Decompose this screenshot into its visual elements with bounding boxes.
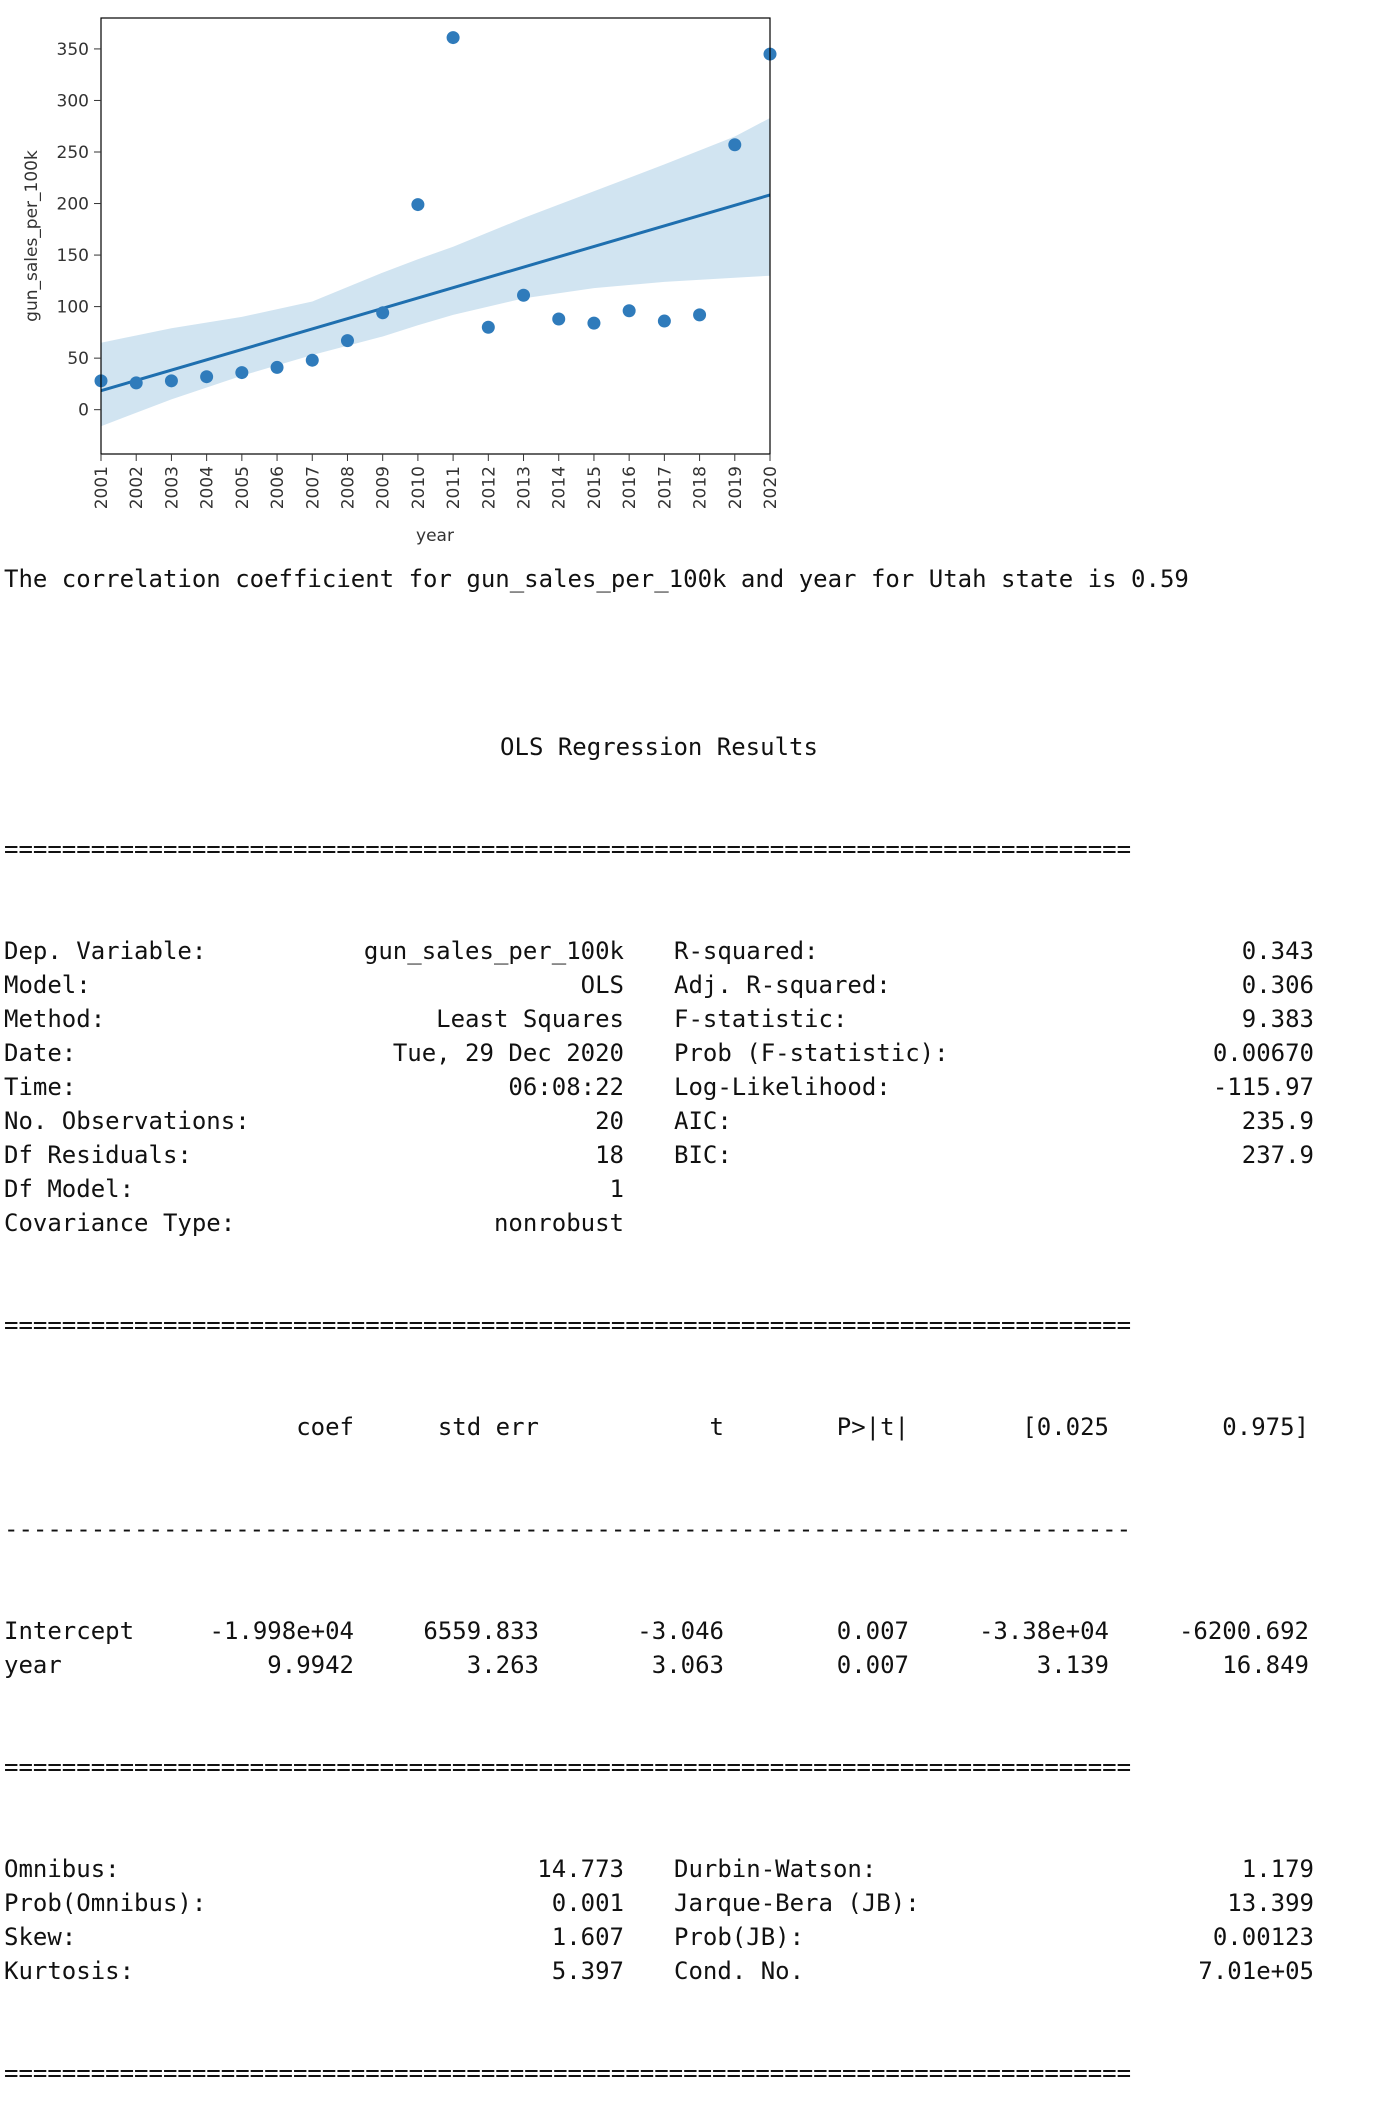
diagnostic-row-cell: Prob(JB): xyxy=(674,1923,805,1951)
model-info-row xyxy=(4,1206,1314,1240)
diagnostic-row-cell: 14.773 xyxy=(537,1855,624,1883)
data-point xyxy=(200,370,213,383)
model-info-row-cell xyxy=(674,1172,1064,1206)
regression-line xyxy=(101,195,770,391)
double-rule: ============================================================================== xyxy=(4,2059,1132,2087)
correlation-text: The correlation coefficient for gun_sales_per_100k and year for Utah state is 0.59 xyxy=(4,565,1189,593)
coef-row-cell: 0.007 xyxy=(836,1651,909,1679)
model-info-row-cell: Method: xyxy=(4,1005,106,1033)
model-info-row-cell xyxy=(1064,1172,1314,1206)
model-info-row-cell: 0.00670 xyxy=(1212,1039,1314,1067)
coef-header-row-cell xyxy=(4,1410,154,1444)
model-info-row-cell: OLS xyxy=(580,971,624,999)
model-info-row-cell xyxy=(624,934,674,968)
diagnostic-row-cell xyxy=(624,1954,674,1988)
model-info-row xyxy=(4,1002,1314,1036)
y-tick-label: 150 xyxy=(56,246,89,267)
data-point xyxy=(728,138,741,151)
model-info-row-cell xyxy=(624,1206,674,1240)
diagnostic-row-cell xyxy=(624,1886,674,1920)
coef-row-cell: 6559.833 xyxy=(423,1617,539,1645)
data-point xyxy=(376,306,389,319)
model-info-row-cell: Time: xyxy=(4,1073,77,1101)
y-tick-label: 100 xyxy=(56,297,89,318)
x-tick-label: 2004 xyxy=(197,466,218,510)
y-tick-label: 200 xyxy=(56,194,89,215)
model-info-row-cell xyxy=(674,1206,1064,1240)
model-info-row-cell: BIC: xyxy=(674,1141,732,1169)
x-tick-label: 2002 xyxy=(127,466,148,510)
diagnostic-row-cell: 0.00123 xyxy=(1212,1923,1314,1951)
x-tick-label: 2007 xyxy=(303,466,324,510)
model-info-row-cell: Df Residuals: xyxy=(4,1141,192,1169)
model-info-row-cell: Df Model: xyxy=(4,1175,135,1203)
coef-row-cell: Intercept xyxy=(4,1617,135,1645)
x-tick-label: 2020 xyxy=(761,466,781,510)
coef-row-cell: 16.849 xyxy=(1222,1651,1309,1679)
model-info-row-cell: 9.383 xyxy=(1241,1005,1314,1033)
model-info-row-cell xyxy=(624,1070,674,1104)
model-info-row xyxy=(4,1036,1314,1070)
model-info-row-cell: 1 xyxy=(609,1175,624,1203)
single-rule: ------------------------------------------------------------------------------ xyxy=(4,1515,1132,1543)
ols-title: OLS Regression Results xyxy=(500,733,818,761)
model-info-row-cell: 237.9 xyxy=(1241,1141,1314,1169)
double-rule: ============================================================================== xyxy=(4,835,1132,863)
y-tick-label: 50 xyxy=(67,349,89,370)
model-info-row-cell: -115.97 xyxy=(1212,1073,1314,1101)
model-info-row xyxy=(4,1172,1314,1206)
x-tick-label: 2019 xyxy=(725,466,746,510)
coef-header-row-cell: coef xyxy=(296,1413,354,1441)
data-point xyxy=(235,366,248,379)
x-tick-label: 2001 xyxy=(92,466,112,510)
x-tick-label: 2013 xyxy=(514,466,535,510)
diagnostic-row-cell: 5.397 xyxy=(551,1957,624,1985)
model-info-row-cell: Tue, 29 Dec 2020 xyxy=(392,1039,624,1067)
diagnostic-row-cell: Omnibus: xyxy=(4,1855,120,1883)
model-info-row-cell: 0.306 xyxy=(1241,971,1314,999)
diagnostic-row-cell: 0.001 xyxy=(551,1889,624,1917)
coef-row-cell: 9.9942 xyxy=(267,1651,354,1679)
diagnostic-row-cell xyxy=(624,1920,674,1954)
data-point xyxy=(271,361,284,374)
y-tick-label: 250 xyxy=(56,142,89,163)
model-info-row-cell xyxy=(624,1172,674,1206)
x-tick-label: 2006 xyxy=(268,466,289,510)
model-info-row-cell: Prob (F-statistic): xyxy=(674,1039,949,1067)
x-tick-label: 2003 xyxy=(162,466,183,510)
coef-row-cell: -3.046 xyxy=(637,1617,724,1645)
diagnostic-row-cell: Kurtosis: xyxy=(4,1957,135,1985)
model-info-row-cell xyxy=(624,1036,674,1070)
model-info-row-cell: Log-Likelihood: xyxy=(674,1073,891,1101)
coef-row xyxy=(4,1614,1314,1648)
diagnostic-row xyxy=(4,1852,1314,1886)
data-point xyxy=(411,198,424,211)
diagnostic-row-cell: Prob(Omnibus): xyxy=(4,1889,207,1917)
coef-row-cell: -3.38e+04 xyxy=(978,1617,1109,1645)
data-point xyxy=(165,374,178,387)
data-point xyxy=(552,312,565,325)
model-info-row-cell: No. Observations: xyxy=(4,1107,250,1135)
model-info-row-cell: Model: xyxy=(4,971,91,999)
data-point xyxy=(587,317,600,330)
x-axis-label: year xyxy=(416,526,454,546)
x-tick-label: 2018 xyxy=(690,466,711,510)
coef-row-cell: year xyxy=(4,1651,62,1679)
data-point xyxy=(130,376,143,389)
model-info-row-cell: AIC: xyxy=(674,1107,732,1135)
model-info-row-cell: gun_sales_per_100k xyxy=(363,937,624,965)
model-info-row-cell xyxy=(624,1002,674,1036)
coef-header-row-cell: [0.025 xyxy=(1022,1413,1109,1441)
model-info-row-cell: Covariance Type: xyxy=(4,1209,236,1237)
model-info-row xyxy=(4,968,1314,1002)
model-info-row-cell: R-squared: xyxy=(674,937,819,965)
diagnostic-row-cell: 13.399 xyxy=(1227,1889,1314,1917)
coef-row-cell: 3.063 xyxy=(651,1651,724,1679)
x-tick-label: 2015 xyxy=(584,466,605,510)
diagnostic-row-cell: Skew: xyxy=(4,1923,77,1951)
model-info-row-cell: Least Squares xyxy=(436,1005,624,1033)
x-tick-label: 2017 xyxy=(655,466,676,510)
data-point xyxy=(658,315,671,328)
model-info-row-cell xyxy=(624,968,674,1002)
x-tick-label: 2012 xyxy=(479,466,500,510)
regression-scatter-chart xyxy=(0,0,800,550)
diagnostic-row-cell: 1.607 xyxy=(551,1923,624,1951)
coef-header-row-cell: P>|t| xyxy=(836,1413,909,1441)
model-info-row-cell: Date: xyxy=(4,1039,77,1067)
x-tick-label: 2005 xyxy=(232,466,253,510)
coef-header-row-cell: std err xyxy=(437,1413,539,1441)
model-info-row-cell xyxy=(624,1138,674,1172)
model-info-row xyxy=(4,1070,1314,1104)
model-info-row-cell: 20 xyxy=(595,1107,624,1135)
model-info-row-cell xyxy=(624,1104,674,1138)
coef-header-row-cell: t xyxy=(709,1413,724,1441)
y-tick-label: 0 xyxy=(78,400,89,421)
diagnostic-row-cell: Jarque-Bera (JB): xyxy=(674,1889,920,1917)
model-info-row-cell: Dep. Variable: xyxy=(4,937,207,965)
coef-row-cell: 0.007 xyxy=(836,1617,909,1645)
data-point xyxy=(447,31,460,44)
model-info-row-cell: 18 xyxy=(595,1141,624,1169)
model-info-row-cell: 06:08:22 xyxy=(508,1073,624,1101)
x-tick-label: 2008 xyxy=(338,466,359,510)
data-point xyxy=(482,321,495,334)
x-tick-label: 2016 xyxy=(620,466,641,510)
diagnostic-row xyxy=(4,1954,1314,1988)
coef-row-cell: 3.263 xyxy=(466,1651,539,1679)
diagnostic-row-cell: Durbin-Watson: xyxy=(674,1855,877,1883)
coef-header-row-cell: 0.975] xyxy=(1222,1413,1309,1441)
model-info-row-cell xyxy=(1064,1206,1314,1240)
x-tick-label: 2011 xyxy=(444,466,465,510)
data-point xyxy=(623,304,636,317)
model-info-row xyxy=(4,1138,1314,1172)
diagnostic-row-cell: Cond. No. xyxy=(674,1957,805,1985)
diagnostic-row-cell: 7.01e+05 xyxy=(1198,1957,1314,1985)
coef-row-cell: -1.998e+04 xyxy=(209,1617,354,1645)
y-tick-label: 300 xyxy=(56,91,89,112)
data-point xyxy=(341,334,354,347)
data-point xyxy=(517,289,530,302)
x-tick-label: 2009 xyxy=(373,466,394,510)
ols-summary xyxy=(4,662,1314,2124)
model-info-row xyxy=(4,1104,1314,1138)
x-tick-label: 2010 xyxy=(408,466,429,510)
model-info-row xyxy=(4,934,1314,968)
diagnostic-row-cell xyxy=(624,1852,674,1886)
y-tick-label: 350 xyxy=(56,39,89,60)
model-info-row-cell: 0.343 xyxy=(1241,937,1314,965)
data-point xyxy=(306,354,319,367)
model-info-row-cell: nonrobust xyxy=(493,1209,624,1237)
coef-header-row xyxy=(4,1410,1314,1444)
model-info-row-cell: Adj. R-squared: xyxy=(674,971,891,999)
y-axis-label: gun_sales_per_100k xyxy=(22,150,42,322)
coef-row-cell: -6200.692 xyxy=(1178,1617,1309,1645)
diagnostic-row xyxy=(4,1920,1314,1954)
double-rule: ============================================================================== xyxy=(4,1311,1132,1339)
model-info-row-cell: F-statistic: xyxy=(674,1005,848,1033)
diagnostic-row-cell: 1.179 xyxy=(1241,1855,1314,1883)
diagnostic-row xyxy=(4,1886,1314,1920)
coef-row xyxy=(4,1648,1314,1682)
model-info-row-cell: 235.9 xyxy=(1241,1107,1314,1135)
data-point xyxy=(693,308,706,321)
coef-row-cell: 3.139 xyxy=(1036,1651,1109,1679)
double-rule: ============================================================================== xyxy=(4,1753,1132,1781)
x-tick-label: 2014 xyxy=(549,466,570,510)
